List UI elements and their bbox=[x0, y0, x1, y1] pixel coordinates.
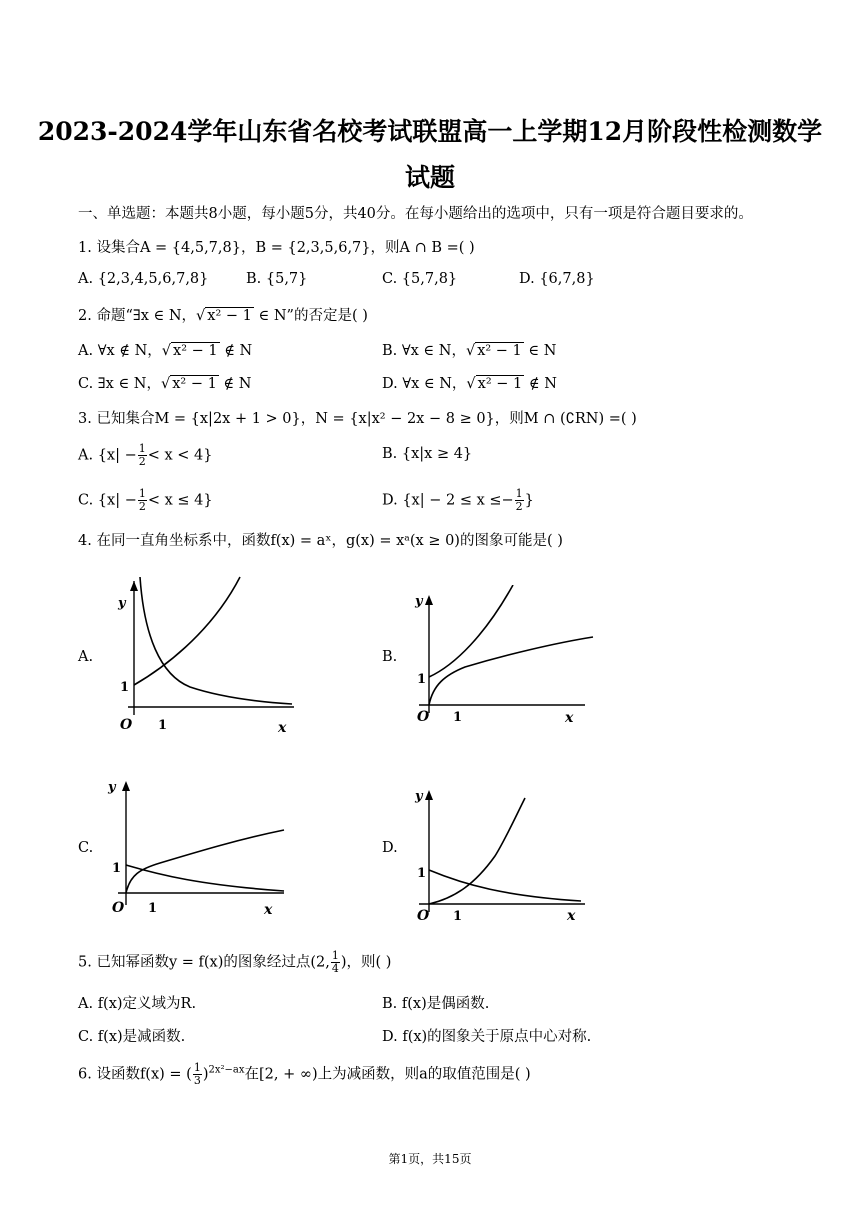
q3-a-post: < x < 4} bbox=[147, 447, 213, 464]
sqrt-sign: √ bbox=[465, 343, 476, 359]
denominator: 3 bbox=[193, 1074, 201, 1087]
exponent: 2x²−ax bbox=[208, 1064, 245, 1076]
sqrt-sign: √ bbox=[160, 376, 171, 392]
curve-power bbox=[126, 830, 284, 893]
q2-d-post: ∉ N bbox=[524, 376, 557, 392]
q2-c-pre: C. ∃x ∈ N， bbox=[78, 376, 161, 392]
origin-label: O bbox=[112, 900, 125, 916]
q2-c-rad: x² − 1 bbox=[172, 376, 217, 392]
graph-label-d: D. bbox=[382, 840, 398, 856]
q3-d-pre: D. {x| − 2 ≤ x ≤− bbox=[382, 492, 514, 509]
numerator: 1 bbox=[138, 487, 146, 500]
fraction bbox=[331, 950, 340, 975]
fraction bbox=[193, 1062, 202, 1087]
tick-one: 1 bbox=[158, 718, 168, 733]
y-arrow bbox=[425, 595, 433, 605]
y-intercept-one: 1 bbox=[120, 680, 130, 695]
x-label: x bbox=[264, 902, 273, 918]
q2-a-rad: x² − 1 bbox=[173, 343, 218, 359]
q2-option-b bbox=[382, 339, 556, 360]
q1-option-a: A. {2,3,4,5,6,7,8} bbox=[78, 271, 209, 287]
x-label: x bbox=[567, 908, 576, 924]
q2-d-pre: D. ∀x ∈ N， bbox=[382, 376, 467, 392]
q3-c-pre: C. {x| − bbox=[78, 492, 137, 509]
numerator: 1 bbox=[331, 949, 339, 962]
q3-a-pre: A. {x| − bbox=[78, 447, 137, 464]
fraction bbox=[138, 443, 147, 468]
y-intercept-one: 1 bbox=[417, 866, 427, 881]
denominator: 2 bbox=[138, 500, 146, 513]
y-intercept-one: 1 bbox=[112, 861, 122, 876]
x-label: x bbox=[565, 710, 574, 726]
y-label: y bbox=[415, 789, 423, 804]
y-label: y bbox=[415, 594, 423, 609]
curve-power bbox=[429, 798, 525, 904]
q2-option-c bbox=[78, 372, 251, 393]
tick-one: 1 bbox=[148, 901, 158, 916]
q1-option-b: B. {5,7} bbox=[246, 271, 308, 287]
q2-b-pre: B. ∀x ∈ N， bbox=[382, 343, 466, 359]
sqrt-sign: √ bbox=[466, 376, 476, 392]
question-6-stem: 6. 设函数f(x) = ( $\frac{1}{3}$ )$^{2x^2-ax}$在[2, + ∞)上为减函数，则a的取值范围是( ) bbox=[78, 1061, 531, 1087]
question-4-stem: 4. 在同一直角坐标系中，函数f(x) = aˣ，g(x) = xᵃ(x ≥ 0)的图象可能是( ) bbox=[78, 533, 563, 549]
origin-label: O bbox=[417, 709, 430, 725]
q3-option-d bbox=[382, 488, 534, 513]
y-label: y bbox=[118, 596, 126, 611]
graph-label-a: A. bbox=[78, 649, 94, 665]
page-title: 2023-2024学年山东省名校考试联盟高一上学期12月阶段性检测数学 bbox=[37, 117, 823, 146]
y-arrow bbox=[130, 581, 138, 591]
q2-d-rad: x² − 1 bbox=[477, 376, 523, 392]
graph-c bbox=[100, 775, 300, 925]
q3-option-a bbox=[78, 443, 213, 468]
page-footer: 第1页，共15页 bbox=[388, 1152, 472, 1166]
q5-option-a: A. f(x)定义域为R. bbox=[78, 996, 197, 1012]
graph-label-c: C. bbox=[78, 840, 94, 856]
question-2-stem bbox=[78, 304, 368, 325]
q2-radicand: x² − 1 bbox=[207, 308, 252, 324]
fraction bbox=[515, 488, 524, 513]
tick-one: 1 bbox=[453, 710, 463, 725]
q3-d-post: } bbox=[524, 492, 534, 509]
curve-exponential bbox=[429, 585, 513, 677]
q2-option-a bbox=[78, 339, 252, 360]
q2-a-pre: A. ∀x ∉ N， bbox=[78, 343, 162, 359]
question-1-stem: 1. 设集合A = {4,5,7,8}，B = {2,3,5,6,7}，则A ∩ B =( ) bbox=[78, 240, 475, 256]
tick-one: 1 bbox=[453, 909, 463, 924]
q2-option-d bbox=[382, 372, 557, 393]
q2-c-post: ∉ N bbox=[218, 376, 252, 392]
q2-b-rad: x² − 1 bbox=[477, 343, 522, 359]
numerator: 1 bbox=[515, 487, 523, 500]
q6-stem-pre: 6. 设函数f(x) = ( bbox=[78, 1066, 192, 1083]
q2-stem-prefix: 2. 命题“∃x ∈ N， bbox=[78, 308, 197, 324]
x-label: x bbox=[278, 720, 287, 736]
y-label: y bbox=[108, 780, 116, 795]
numerator: 1 bbox=[138, 442, 146, 455]
question-3-stem: 3. 已知集合M = {x|2x + 1 > 0}，N = {x|x² − 2x − 8 ≥ 0}，则M ∩ (∁RN) =( ) bbox=[78, 411, 637, 427]
q6-stem-post: 在[2, + ∞)上为减函数，则a的取值范围是( ) bbox=[244, 1066, 531, 1083]
denominator: 2 bbox=[515, 500, 523, 513]
q5-stem-post: )，则( ) bbox=[340, 954, 392, 971]
q5-option-c: C. f(x)是减函数. bbox=[78, 1029, 186, 1045]
numerator: 1 bbox=[193, 1061, 201, 1074]
sqrt-sign: √ bbox=[196, 308, 206, 324]
q3-option-b: B. {x|x ≥ 4} bbox=[382, 446, 473, 462]
graph-a bbox=[100, 575, 300, 740]
page-title-cont: 试题 bbox=[404, 163, 455, 192]
curve-power bbox=[140, 577, 292, 704]
origin-label: O bbox=[120, 717, 133, 733]
y-arrow bbox=[425, 790, 433, 800]
q2-b-post: ∈ N bbox=[523, 343, 557, 359]
q3-option-c bbox=[78, 488, 213, 513]
q2-a-post: ∉ N bbox=[219, 343, 253, 359]
q5-stem-pre: 5. 已知幂函数y = f(x)的图象经过点(2, bbox=[78, 954, 330, 971]
q1-option-c: C. {5,7,8} bbox=[382, 271, 458, 287]
fraction bbox=[138, 488, 147, 513]
y-arrow bbox=[122, 781, 130, 791]
curve-exponential bbox=[126, 865, 284, 891]
q1-option-d: D. {6,7,8} bbox=[519, 271, 595, 287]
section-header: 一、单选题：本题共8小题，每小题5分，共40分。在每小题给出的选项中，只有一项是符合题目要求的。 bbox=[78, 206, 753, 222]
q5-option-d: D. f(x)的图象关于原点中心对称. bbox=[382, 1029, 592, 1045]
q2-stem-suffix: ∈ N”的否定是( ) bbox=[253, 308, 368, 324]
graph-label-b: B. bbox=[382, 649, 398, 665]
question-5-stem bbox=[78, 950, 391, 975]
graph-d bbox=[405, 780, 605, 930]
curve-exponential bbox=[134, 577, 240, 685]
origin-label: O bbox=[417, 908, 430, 924]
denominator: 4 bbox=[331, 962, 339, 975]
q3-c-post: < x ≤ 4} bbox=[147, 492, 213, 509]
curve-power bbox=[429, 637, 593, 705]
q5-option-b: B. f(x)是偶函数. bbox=[382, 996, 490, 1012]
denominator: 2 bbox=[138, 455, 146, 468]
y-intercept-one: 1 bbox=[417, 672, 427, 687]
graph-b bbox=[405, 585, 605, 735]
sqrt-sign: √ bbox=[161, 343, 172, 359]
